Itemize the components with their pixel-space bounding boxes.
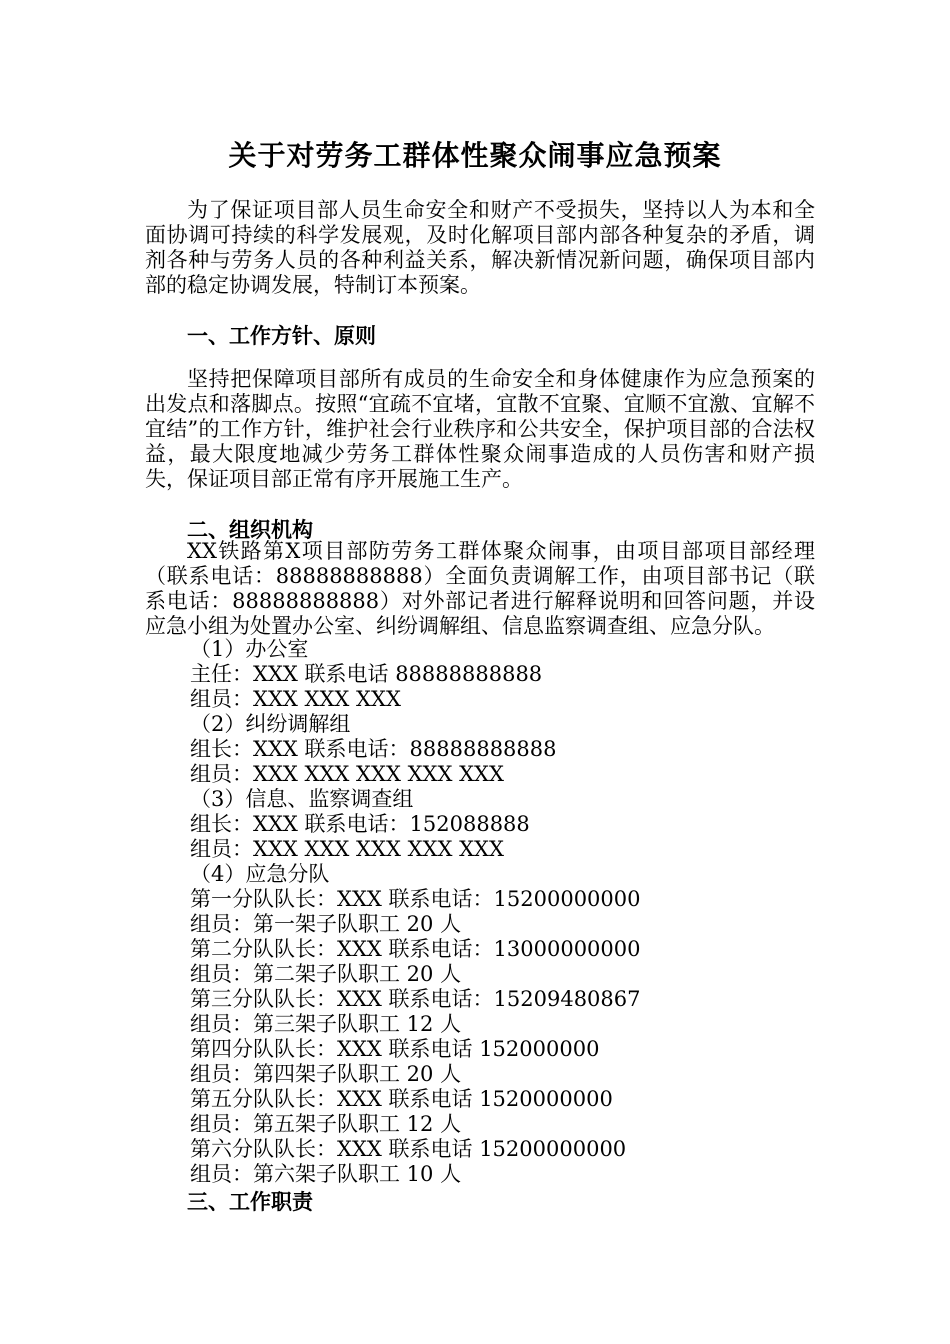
- list-item: （2）纠纷调解组: [190, 712, 351, 736]
- list-item: 组员：第五架子队职工 12 人: [190, 1112, 462, 1136]
- section-1-heading: 一、工作方针、原则: [187, 323, 376, 348]
- section-2-body: XX铁路第X项目部防劳务工群体聚众闹事，由项目部项目部经理（联系电话：88888888888）全面负责调解工作，由项目部书记（联系电话：88888888888）对外部记者进行解释说明和回答问题，并设应急小组为处置办公室、纠纷调解组、信息监察调查组、应急分队。: [145, 539, 815, 638]
- intro-paragraph: 为了保证项目部人员生命安全和财产不受损失，坚持以人为本和全面协调可持续的科学发展观，及时化解项目部内部各种复杂的矛盾，调剂各种与劳务人员的各种利益关系，解决新情况新问题，确保项目部内部的稳定协调发展，特制订本预案。: [145, 198, 815, 297]
- list-item: 组员：第一架子队职工 20 人: [190, 912, 462, 936]
- section-3-heading: 三、工作职责: [187, 1189, 313, 1214]
- document-title: 关于对劳务工群体性聚众闹事应急预案: [228, 139, 722, 172]
- list-item: 组员：XXX XXX XXX XXX XXX: [190, 837, 504, 861]
- list-item: （3）信息、监察调查组: [190, 787, 414, 811]
- list-item: （1）办公室: [190, 637, 309, 661]
- list-item: 组员：XXX XXX XXX: [190, 687, 401, 711]
- list-item: 第五分队队长：XXX 联系电话 1520000000: [190, 1087, 613, 1111]
- list-item: 组员：第二架子队职工 20 人: [190, 962, 462, 986]
- list-item: （4）应急分队: [190, 862, 330, 886]
- list-item: 组员：第四架子队职工 20 人: [190, 1062, 462, 1086]
- section-1-body: 坚持把保障项目部所有成员的生命安全和身体健康作为应急预案的出发点和落脚点。按照“宜疏不宜堵，宜散不宜聚、宜顺不宜激、宜解不宜结”的工作方针，维护社会行业秩序和公共安全，保护项目部的合法权益，最大限度地减少劳务工群体性聚众闹事造成的人员伤害和财产损失，保证项目部正常有序开展施工生产。: [145, 367, 815, 491]
- list-item: 组员：第三架子队职工 12 人: [190, 1012, 462, 1036]
- list-item: 主任：XXX 联系电话 88888888888: [190, 662, 543, 686]
- list-item: 组长：XXX 联系电话：152088888: [190, 812, 530, 836]
- list-item: 第三分队队长：XXX 联系电话：15209480867: [190, 987, 641, 1011]
- list-item: 第二分队队长：XXX 联系电话：13000000000: [190, 937, 641, 961]
- list-item: 第四分队队长：XXX 联系电话 152000000: [190, 1037, 600, 1061]
- list-item: 组员：第六架子队职工 10 人: [190, 1162, 462, 1186]
- section-2-heading: 二、组织机构: [187, 517, 313, 542]
- list-item: 第六分队队长：XXX 联系电话 15200000000: [190, 1137, 627, 1161]
- list-item: 组员：XXX XXX XXX XXX XXX: [190, 762, 504, 786]
- list-item: 第一分队队长：XXX 联系电话：15200000000: [190, 887, 641, 911]
- list-item: 组长：XXX 联系电话：88888888888: [190, 737, 557, 761]
